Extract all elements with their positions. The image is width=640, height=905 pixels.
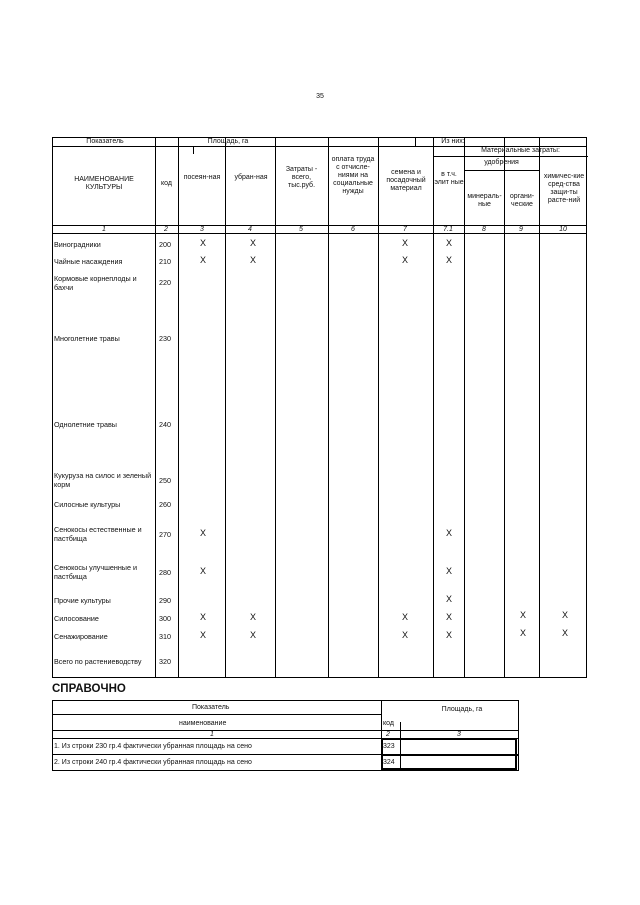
col-divider	[433, 138, 434, 677]
col-number: 6	[351, 226, 355, 233]
header-poseyannaya: посеян-ная	[183, 174, 221, 181]
row-code: 240	[159, 420, 171, 429]
ref-col-number: 1	[210, 731, 214, 738]
cross-mark: X	[561, 628, 568, 638]
row-code: 290	[159, 596, 171, 605]
row-label: Многолетние травы	[54, 334, 120, 343]
row-label: Однолетние травы	[54, 420, 117, 429]
col-divider	[504, 138, 505, 677]
row-label: Виноградники	[54, 240, 101, 249]
cross-mark: X	[445, 612, 452, 622]
header-kod: код	[161, 180, 172, 187]
row-code: 280	[159, 568, 171, 577]
col-number: 5	[299, 226, 303, 233]
row-label: Силосование	[54, 614, 99, 623]
header-zatraty: Затраты - всего, тыс.руб.	[285, 166, 318, 189]
cross-mark: X	[249, 238, 256, 248]
header-elita: в т.ч. элит ные	[434, 171, 464, 186]
col-divider	[193, 146, 194, 154]
ref-row-label: 2. Из строки 240 гр.4 фактически убранная площадь на сено	[54, 759, 252, 766]
col-divider	[275, 138, 276, 677]
col-number: 8	[482, 226, 486, 233]
reference-table	[52, 700, 518, 772]
cross-mark: X	[445, 566, 452, 576]
row-code: 260	[159, 500, 171, 509]
col-divider	[155, 138, 156, 677]
col-divider	[328, 138, 329, 677]
col-divider	[539, 138, 540, 677]
cross-mark: X	[199, 238, 206, 248]
ref-kod: код	[383, 720, 394, 727]
col-number: 9	[519, 226, 523, 233]
cross-mark: X	[445, 594, 452, 604]
main-table	[52, 137, 587, 678]
ref-line	[52, 700, 53, 771]
header-naimenovanie: НАИМЕНОВАНИЕ КУЛЬТУРЫ	[74, 176, 134, 191]
header-semena: семена и посадочный материал	[386, 169, 426, 192]
row-label: Кормовые корнеплоды и бахчи	[54, 274, 137, 292]
col-number: 2	[164, 226, 168, 233]
cross-mark: X	[401, 255, 408, 265]
cross-mark: X	[199, 630, 206, 640]
cross-mark: X	[561, 610, 568, 620]
row-label: Сенажирование	[54, 632, 108, 641]
cross-mark: X	[445, 630, 452, 640]
cross-mark: X	[401, 612, 408, 622]
row-label: Сенокосы улучшенные и пастбища	[54, 563, 137, 581]
header-pokazatel: Показатель	[86, 138, 124, 145]
ref-naimenovanie: наименование	[179, 720, 227, 727]
cross-mark: X	[199, 612, 206, 622]
row-code: 220	[159, 278, 171, 287]
col-divider	[464, 138, 465, 677]
cross-mark: X	[401, 238, 408, 248]
row-label: Кукуруза на силос и зеленый корм	[54, 471, 152, 489]
cross-mark: X	[249, 255, 256, 265]
col-number: 1	[102, 226, 106, 233]
header-ploshchad: Площадь, га	[207, 138, 249, 145]
row-code: 230	[159, 334, 171, 343]
row-code: 250	[159, 476, 171, 485]
row-label: Всего по растениеводству	[54, 657, 142, 666]
page-number: 35	[316, 93, 324, 100]
col-number: 10	[559, 226, 567, 233]
row-code: 200	[159, 240, 171, 249]
reference-title: СПРАВОЧНО	[52, 683, 126, 695]
row-code: 210	[159, 257, 171, 266]
row-label: Прочие культуры	[54, 596, 111, 605]
row-label: Силосные культуры	[54, 500, 121, 509]
ref-col-number: 2	[386, 731, 390, 738]
ref-line	[52, 770, 518, 771]
ref-line	[52, 714, 381, 715]
ref-row-label: 1. Из строки 230 гр.4 фактически убранная площадь на сено	[54, 743, 252, 750]
ref-line	[518, 700, 519, 771]
row-code: 270	[159, 530, 171, 539]
cross-mark: X	[249, 612, 256, 622]
row-code: 310	[159, 632, 171, 641]
header-khimich: химичес-кие сред-ства защи-ты расте-ний	[543, 173, 585, 204]
ref-pokazatel: Показатель	[192, 704, 230, 711]
header-udobreniya: удобрения	[484, 159, 519, 166]
row-label: Сенокосы естественные и пастбища	[54, 525, 142, 543]
row-code: 320	[159, 657, 171, 666]
ref-col-number: 3	[457, 731, 461, 738]
col-divider	[415, 138, 416, 146]
ref-row-code: 324	[383, 759, 395, 766]
row-code: 300	[159, 614, 171, 623]
cross-mark: X	[199, 566, 206, 576]
cross-mark: X	[199, 255, 206, 265]
header-line	[433, 156, 588, 157]
header-line	[53, 233, 586, 234]
col-number: 4	[248, 226, 252, 233]
ref-line	[52, 700, 518, 701]
cross-mark: X	[445, 238, 452, 248]
col-number: 3	[200, 226, 204, 233]
col-number: 7.1	[443, 226, 453, 233]
header-oplata: оплата труда с отчисле-ниями на социальные нужды	[331, 156, 375, 195]
cross-mark: X	[445, 255, 452, 265]
header-organic: органи-ческие	[509, 193, 535, 208]
ref-row-code: 323	[383, 743, 395, 750]
header-material-costs: Материальные затраты:	[481, 147, 560, 154]
cross-mark: X	[401, 630, 408, 640]
ref-line	[52, 730, 518, 731]
ref-line	[381, 754, 518, 756]
header-mineral: минераль-ные	[467, 193, 502, 208]
cross-mark: X	[249, 630, 256, 640]
col-number: 7	[403, 226, 407, 233]
row-label: Чайные насаждения	[54, 257, 123, 266]
header-ubrannaya: убран-ная	[234, 174, 268, 181]
cross-mark: X	[445, 528, 452, 538]
header-line	[464, 170, 539, 171]
cross-mark: X	[519, 628, 526, 638]
cross-mark: X	[199, 528, 206, 538]
col-divider	[225, 138, 226, 677]
header-iz-nikh: Из них:	[441, 138, 465, 145]
col-divider	[378, 138, 379, 677]
cross-mark: X	[519, 610, 526, 620]
ref-ploshchad: Площадь, га	[441, 706, 483, 713]
